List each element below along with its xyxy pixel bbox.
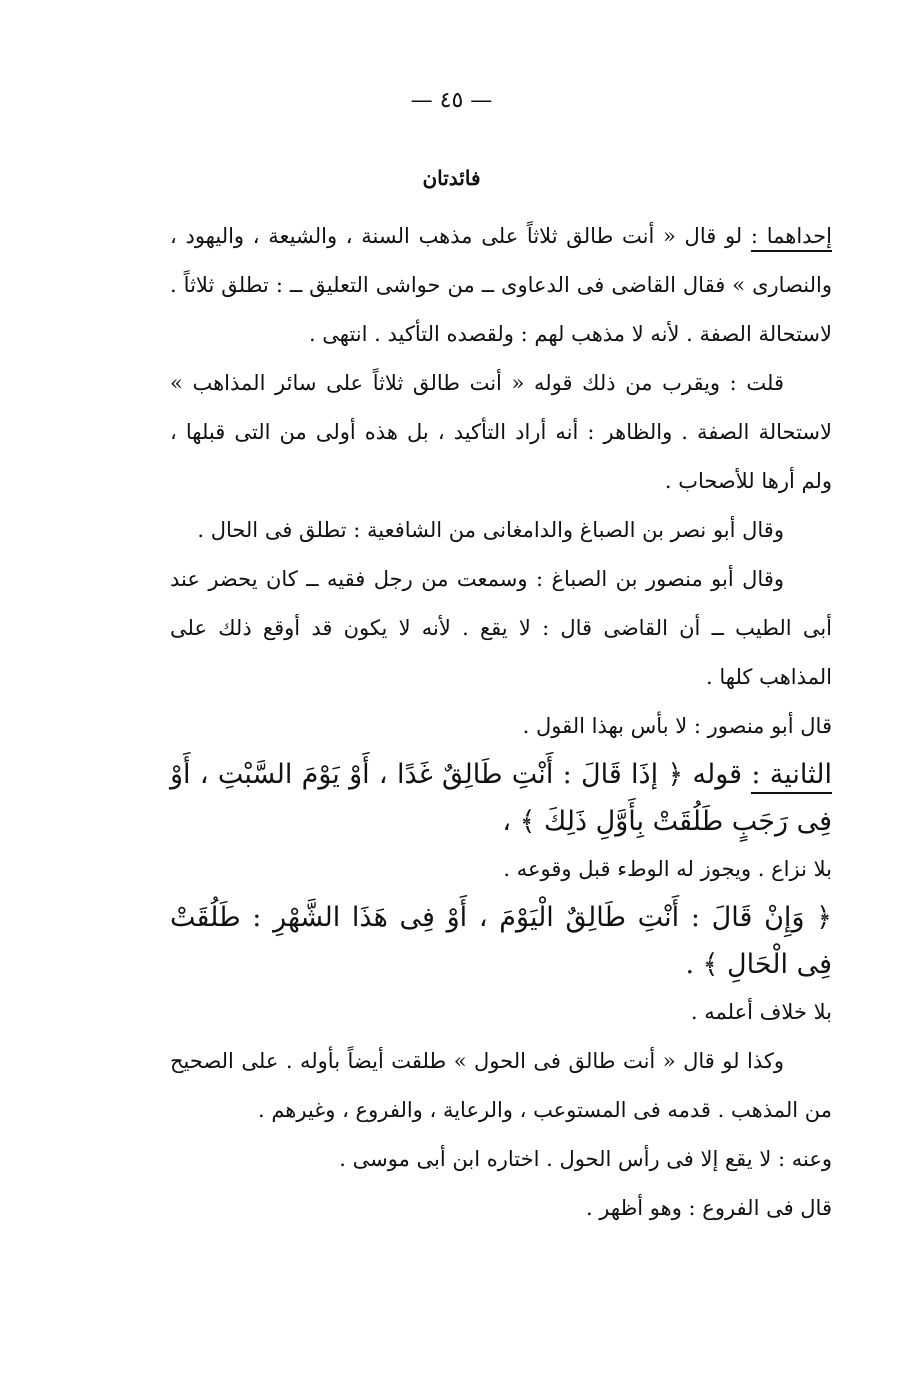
term-second: الثانية :: [751, 759, 832, 794]
paragraph: بلا خلاف أعلمه .: [690, 1000, 832, 1024]
body-text: [170, 212, 832, 1233]
quoted-text: ﴿ وَإِنْ قَالَ : أَنْتِ طَالِقٌ الْيَوْمَ ، أَوْ فِى هَذَا الشَّهْرِ : طَلُقَتْ فِى الْحَالِ ﴾ .: [170, 902, 832, 980]
paragraph: قلت : ويقرب من ذلك قوله « أنت طالق ثلاثاً على سائر المذاهب » لاستحالة الصفة . والظاهر : أنه أراد التأكيد ، بل هذه أولى من التى قبلها ، ولم أرها للأصحاب .: [170, 371, 832, 493]
section-heading: فائدتان: [422, 166, 481, 190]
paragraph: بلا نزاع . ويجوز له الوطء قبل وقوعه .: [503, 857, 832, 881]
paragraph: وقال أبو منصور بن الصباغ : وسمعت من رجل فقيه ــ كان يحضر عند أبى الطيب ــ أن القاضى قال : لا يقع . لأنه لا يكون قد أوقع ذلك على المذاهب كلها .: [170, 567, 832, 689]
paragraph: وكذا لو قال « أنت طالق فى الحول » طلقت أيضاً بأوله . على الصحيح من المذهب . قدمه فى المستوعب ، والرعاية ، والفروع ، وغيرهم .: [170, 1049, 832, 1122]
paragraph-second-benefit: [170, 751, 832, 845]
paragraph-text: قوله ﴿ إذَا قَالَ : أَنْتِ طَالِقٌ غَدًا ، أَوْ يَوْمَ السَّبْتِ ، أَوْ فِى رَجَبٍ طَلُقَتْ بِأَوَّلِ ذَلِكَ ﴾ ،: [170, 759, 832, 837]
paragraph-text: لو قال « أنت طالق ثلاثاً على مذهب السنة ، والشيعة ، واليهود ، والنصارى » فقال القاضى فى الدعاوى ــ من حواشى التعليق ــ : تطلق ثلاثاً . لاستحالة الصفة . لأنه لا مذهب لهم : ولقصده التأكيد . انتهى .: [170, 224, 832, 346]
paragraph: وعنه : لا يقع إلا فى رأس الحول . اختاره ابن أبى موسى .: [339, 1147, 832, 1171]
page-number: — ٤٥ —: [410, 88, 493, 113]
paragraph-first-benefit: [170, 212, 832, 359]
paragraph: قال أبو منصور : لا بأس بهذا القول .: [522, 714, 832, 738]
term-first: إحداهما :: [751, 224, 832, 252]
paragraph: وقال أبو نصر بن الصباغ والدامغانى من الشافعية : تطلق فى الحال .: [197, 518, 784, 542]
paragraph: قال فى الفروع : وهو أظهر .: [585, 1196, 832, 1220]
